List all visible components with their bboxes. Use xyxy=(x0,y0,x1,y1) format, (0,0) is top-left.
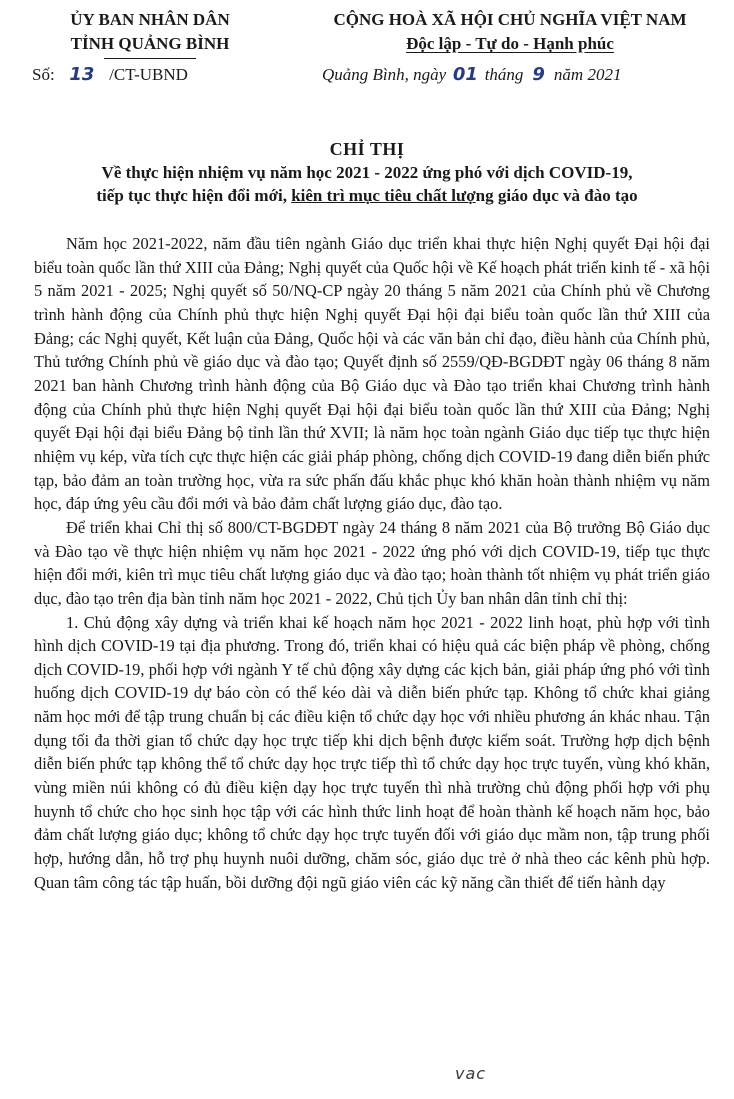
agency-line-1: ỦY BAN NHÂN DÂN xyxy=(70,10,230,29)
body-paragraph-3: 1. Chủ động xây dựng và triển khai kế hoạch năm học 2021 - 2022 linh hoạt, phù hợp với tình hình dịch COVID-19 tại địa phương. Trong đó, triển khai có hiệu quả các biện pháp về phòng, chống dịch COVID-19, phối hợp với ngành Y tế chủ động xây dựng các kịch bản, giải pháp ứng phó với tình huống dịch COVID-19 dự báo còn có thể kéo dài và diễn biến phức tạp. Không tổ chức khai giảng năm học mới để tập trung chuẩn bị các điều kiện tổ chức dạy học với nhiều phương án khác nhau. Tận dụng tối đa thời gian tổ chức dạy học trực tiếp khi dịch bệnh được kiểm soát. Trường hợp dịch bệnh diễn biến phức tạp không thể tổ chức dạy học trực tiếp thì tổ chức dạy học trực tuyến, vùng khó khăn, vùng miền núi không có đủ điều kiện dạy học trực tuyến thì nhà trường chủ động phối hợp với phụ huynh tổ chức cho học sinh học tập với các hình thức linh hoạt để hoàn thành kế hoạch năm học, bảo đảm chất lượng giáo dục; không tổ chức dạy học trực tuyến đối với giáo dục mầm non, tập trung phối hợp, hướng dẫn, hỗ trợ phụ huynh nuôi dưỡng, chăm sóc, giáo dục trẻ ở nhà theo các kênh phù hợp. Quan tâm công tác tập huấn, bồi dưỡng đội ngũ giáo viên các kỹ năng cần thiết để tiến hành dạy xyxy=(34,612,710,892)
agency-line-2: TỈNH QUẢNG BÌNH xyxy=(70,34,230,53)
doc-type-heading: CHỈ THỊ xyxy=(329,139,405,159)
doc-number-prefix: Số: xyxy=(32,65,55,84)
body-paragraph-1: Năm học 2021-2022, năm đầu tiên ngành Giáo dục triển khai thực hiện Nghị quyết Đại hội đại biểu toàn quốc lần thứ XIII của Đảng; Nghị quyết của Quốc hội về Kế hoạch phát triển kinh tế - xã hội 5 năm 2021 - 2025; Nghị quyết số 50/NQ-CP ngày 20 tháng 5 năm 2021 của Chính phủ về Chương trình hành động của Chính phủ thực hiện Nghị quyết Đại hội đại biểu toàn quốc lần thứ XIII của Đảng; các Nghị quyết, Kết luận của Đảng, Quốc hội và các văn bản chỉ đạo, điều hành của Chính phủ, Thủ tướng Chính phủ về giáo dục và đào tạo; Quyết định số 2559/QĐ-BGDĐT ngày 06 tháng 8 năm 2021 ban hành Chương trình hành động của Bộ Giáo dục và Đào tạo triển khai Chương trình hành động của Chính phủ thực hiện Nghị quyết Đại hội đại biểu toàn quốc lần thứ XIII của Đảng; Nghị quyết Đại hội đại biểu Đảng bộ tỉnh lần thứ XVII; là năm học toàn ngành Giáo dục tiếp tục thực hiện nhiệm vụ kép, vừa tích cực thực hiện các giải pháp phòng, chống dịch COVID-19 đang diễn biến phức tạp, bảo đảm an toàn trường học, vừa ra sức phấn đấu khắc phục khó khăn hoàn thành nhiệm vụ năm học, đáp ứng yêu cầu đổi mới và bảo đảm chất lượng giáo dục, đào tạo. xyxy=(34,234,710,514)
doc-number-suffix: /CT-UBND xyxy=(109,65,188,84)
title-line-2 xyxy=(20,184,714,207)
document-body xyxy=(34,232,710,894)
motto: Độc lập - Tự do - Hạnh phúc xyxy=(406,34,614,53)
national-header xyxy=(300,8,720,56)
title-line-2-end: ng giáo dục và đào tạo xyxy=(475,186,638,205)
title-underlined-phrase: kiên trì mục tiêu chất lượ xyxy=(291,186,476,205)
date-place: Quảng Bình, ngày xyxy=(322,65,447,84)
date-day-handwritten: 01 xyxy=(452,64,478,85)
doc-number-handwritten: 13 xyxy=(69,64,95,85)
date-line xyxy=(322,63,621,87)
title-line-2-start: tiếp tục thực hiện đổi mới, xyxy=(96,186,292,205)
date-year: năm 2021 xyxy=(553,65,622,84)
document-number xyxy=(32,63,188,87)
agency-divider xyxy=(104,58,196,59)
title-line-1: Về thực hiện nhiệm vụ năm học 2021 - 2022 ứng phó với dịch COVID-19, xyxy=(101,163,633,182)
date-month-label: tháng xyxy=(484,65,524,84)
date-month-handwritten: 9 xyxy=(532,64,545,85)
nation-line: CỘNG HOÀ XÃ HỘI CHỦ NGHĨA VIỆT NAM xyxy=(333,10,687,29)
document-title xyxy=(20,138,714,207)
body-paragraph-2: Để triển khai Chỉ thị số 800/CT-BGDĐT ngày 24 tháng 8 năm 2021 của Bộ trưởng Bộ Giáo dục và Đào tạo về thực hiện nhiệm vụ năm học 2021 - 2022 ứng phó với dịch COVID-19, tiếp tục thực hiện đổi mới, kiên trì mục tiêu chất lượng giáo dục và đào tạo; hoàn thành tốt nhiệm vụ phát triển giáo dục, đào tạo trên địa bàn tỉnh năm học 2021 - 2022, Chủ tịch Ủy ban nhân dân tỉnh chỉ thị: xyxy=(34,517,710,608)
page-initials-handwritten: vac xyxy=(455,1064,487,1083)
issuing-agency xyxy=(30,8,270,59)
